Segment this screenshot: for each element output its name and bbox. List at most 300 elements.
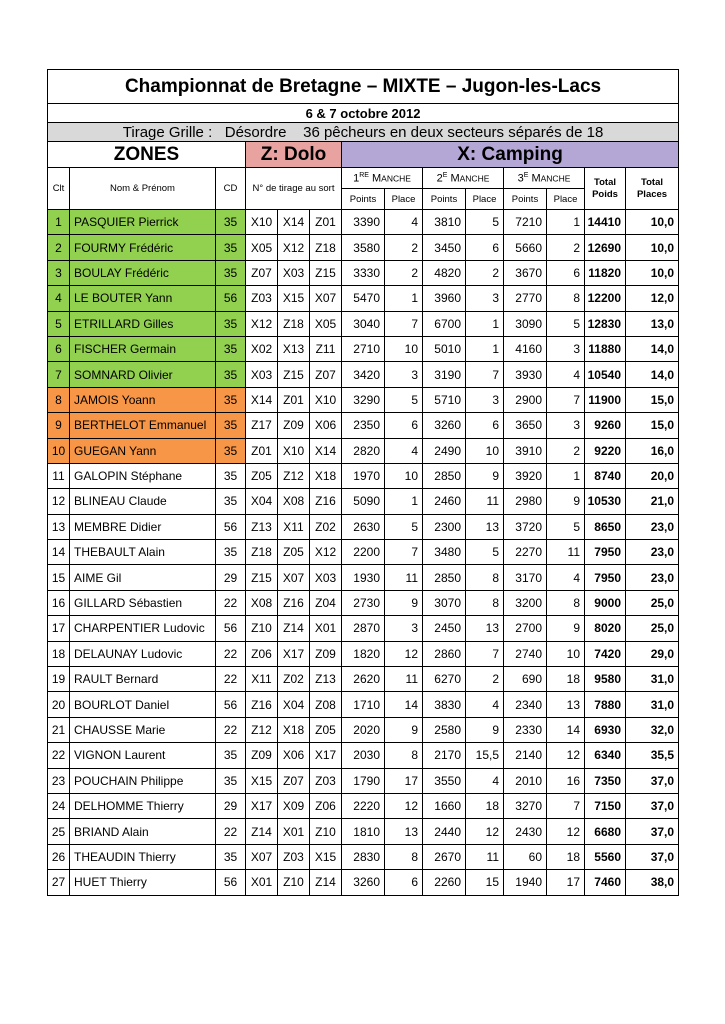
rank-cell: 8 — [48, 387, 70, 412]
table-row — [48, 793, 679, 818]
place-2-cell: 1 — [466, 336, 504, 361]
points-1-cell: 2830 — [342, 844, 385, 869]
col-header-manche-2: $2^E$ MANCHE — [423, 168, 504, 189]
points-2-cell: 4820 — [423, 260, 466, 285]
place-2-cell: 15,5 — [466, 743, 504, 768]
cd-cell: 35 — [216, 311, 246, 336]
points-2-cell: 3190 — [423, 362, 466, 387]
points-3-cell: 3650 — [504, 413, 547, 438]
table-row — [48, 387, 679, 412]
col-header-place-2: Place — [466, 189, 504, 210]
points-2-cell: 3830 — [423, 692, 466, 717]
table-row — [48, 413, 679, 438]
draw-3-cell: Z02 — [310, 514, 342, 539]
place-2-cell: 3 — [466, 387, 504, 412]
points-2-cell: 3550 — [423, 768, 466, 793]
points-2-cell: 2850 — [423, 463, 466, 488]
total-places-cell: 23,0 — [626, 514, 679, 539]
points-2-cell: 3480 — [423, 540, 466, 565]
points-2-cell: 2460 — [423, 489, 466, 514]
points-2-cell: 1660 — [423, 793, 466, 818]
rank-cell: 22 — [48, 743, 70, 768]
draw-1-cell: Z15 — [246, 565, 278, 590]
draw-2-cell: X13 — [278, 336, 310, 361]
points-1-cell: 2730 — [342, 590, 385, 615]
draw-3-cell: X15 — [310, 844, 342, 869]
name-cell: FISCHER Germain — [70, 336, 216, 361]
name-cell: ETRILLARD Gilles — [70, 311, 216, 336]
rank-cell: 25 — [48, 819, 70, 844]
place-3-cell: 1 — [547, 463, 585, 488]
points-3-cell: 2140 — [504, 743, 547, 768]
name-cell: BLINEAU Claude — [70, 489, 216, 514]
total-places-cell: 14,0 — [626, 336, 679, 361]
draw-1-cell: X14 — [246, 387, 278, 412]
cd-cell: 35 — [216, 235, 246, 260]
cd-cell: 35 — [216, 362, 246, 387]
place-1-cell: 4 — [385, 438, 423, 463]
draw-3-cell: Z04 — [310, 590, 342, 615]
draw-3-cell: Z13 — [310, 667, 342, 692]
name-cell: BRIAND Alain — [70, 819, 216, 844]
draw-3-cell: X12 — [310, 540, 342, 565]
table-row — [48, 210, 679, 235]
total-poids-cell: 12200 — [585, 286, 626, 311]
points-2-cell: 2300 — [423, 514, 466, 539]
name-cell: THEBAULT Alain — [70, 540, 216, 565]
place-2-cell: 8 — [466, 590, 504, 615]
draw-2-cell: X17 — [278, 641, 310, 666]
cd-cell: 56 — [216, 286, 246, 311]
draw-2-cell: X09 — [278, 793, 310, 818]
draw-2-cell: X01 — [278, 819, 310, 844]
rank-cell: 1 — [48, 210, 70, 235]
draw-1-cell: X12 — [246, 311, 278, 336]
rank-cell: 15 — [48, 565, 70, 590]
cd-cell: 35 — [216, 260, 246, 285]
total-poids-cell: 7950 — [585, 540, 626, 565]
results-sheet — [47, 69, 678, 896]
total-places-cell: 25,0 — [626, 590, 679, 615]
total-places-cell: 31,0 — [626, 667, 679, 692]
draw-2-cell: X11 — [278, 514, 310, 539]
draw-1-cell: X07 — [246, 844, 278, 869]
table-row — [48, 463, 679, 488]
rank-cell: 9 — [48, 413, 70, 438]
total-poids-cell: 6930 — [585, 717, 626, 742]
place-1-cell: 1 — [385, 286, 423, 311]
points-1-cell: 5470 — [342, 286, 385, 311]
place-3-cell: 1 — [547, 210, 585, 235]
place-2-cell: 1 — [466, 311, 504, 336]
points-1-cell: 3420 — [342, 362, 385, 387]
draw-1-cell: Z10 — [246, 616, 278, 641]
name-cell: LE BOUTER Yann — [70, 286, 216, 311]
place-1-cell: 1 — [385, 489, 423, 514]
draw-2-cell: Z01 — [278, 387, 310, 412]
total-places-cell: 21,0 — [626, 489, 679, 514]
rank-cell: 7 — [48, 362, 70, 387]
points-2-cell: 2440 — [423, 819, 466, 844]
rank-cell: 2 — [48, 235, 70, 260]
draw-2-cell: Z07 — [278, 768, 310, 793]
points-3-cell: 3170 — [504, 565, 547, 590]
total-poids-cell: 8020 — [585, 616, 626, 641]
place-2-cell: 11 — [466, 489, 504, 514]
cd-cell: 56 — [216, 870, 246, 895]
points-3-cell: 2740 — [504, 641, 547, 666]
name-cell: AIME Gil — [70, 565, 216, 590]
place-1-cell: 9 — [385, 717, 423, 742]
rank-cell: 26 — [48, 844, 70, 869]
draw-3-cell: Z01 — [310, 210, 342, 235]
points-2-cell: 3960 — [423, 286, 466, 311]
draw-1-cell: Z01 — [246, 438, 278, 463]
points-1-cell: 2020 — [342, 717, 385, 742]
col-header-points-2: Points — [423, 189, 466, 210]
cd-cell: 35 — [216, 336, 246, 361]
rank-cell: 16 — [48, 590, 70, 615]
draw-3-cell: Z06 — [310, 793, 342, 818]
place-2-cell: 8 — [466, 565, 504, 590]
place-3-cell: 7 — [547, 387, 585, 412]
place-1-cell: 11 — [385, 667, 423, 692]
draw-3-cell: X06 — [310, 413, 342, 438]
draw-3-cell: X10 — [310, 387, 342, 412]
name-cell: DELHOMME Thierry — [70, 793, 216, 818]
name-cell: DELAUNAY Ludovic — [70, 641, 216, 666]
points-1-cell: 2220 — [342, 793, 385, 818]
place-2-cell: 4 — [466, 692, 504, 717]
table-row — [48, 667, 679, 692]
place-1-cell: 3 — [385, 616, 423, 641]
total-poids-cell: 7420 — [585, 641, 626, 666]
draw-3-cell: X14 — [310, 438, 342, 463]
draw-1-cell: Z17 — [246, 413, 278, 438]
results-table — [47, 69, 679, 896]
table-row — [48, 565, 679, 590]
place-2-cell: 2 — [466, 667, 504, 692]
points-3-cell: 3910 — [504, 438, 547, 463]
name-cell: SOMNARD Olivier — [70, 362, 216, 387]
name-cell: POUCHAIN Philippe — [70, 768, 216, 793]
draw-3-cell: Z16 — [310, 489, 342, 514]
table-row — [48, 692, 679, 717]
place-1-cell: 4 — [385, 210, 423, 235]
points-1-cell: 1820 — [342, 641, 385, 666]
cd-cell: 35 — [216, 210, 246, 235]
rank-cell: 19 — [48, 667, 70, 692]
points-1-cell: 2870 — [342, 616, 385, 641]
total-poids-cell: 10530 — [585, 489, 626, 514]
cd-cell: 35 — [216, 387, 246, 412]
table-row — [48, 870, 679, 895]
cd-cell: 29 — [216, 565, 246, 590]
col-header-cd: CD — [216, 168, 246, 210]
points-1-cell: 1930 — [342, 565, 385, 590]
name-cell: FOURMY Frédéric — [70, 235, 216, 260]
points-3-cell: 2900 — [504, 387, 547, 412]
place-2-cell: 7 — [466, 641, 504, 666]
points-1-cell: 2030 — [342, 743, 385, 768]
rank-cell: 23 — [48, 768, 70, 793]
draw-3-cell: Z03 — [310, 768, 342, 793]
points-2-cell: 2450 — [423, 616, 466, 641]
points-2-cell: 2580 — [423, 717, 466, 742]
points-2-cell: 2860 — [423, 641, 466, 666]
draw-3-cell: X17 — [310, 743, 342, 768]
table-row — [48, 768, 679, 793]
total-places-cell: 13,0 — [626, 311, 679, 336]
rank-cell: 24 — [48, 793, 70, 818]
table-row — [48, 514, 679, 539]
draw-1-cell: X11 — [246, 667, 278, 692]
col-header-points-1: Points — [342, 189, 385, 210]
table-row — [48, 844, 679, 869]
total-poids-cell: 12830 — [585, 311, 626, 336]
rank-cell: 6 — [48, 336, 70, 361]
draw-1-cell: Z09 — [246, 743, 278, 768]
rank-cell: 21 — [48, 717, 70, 742]
total-poids-cell: 14410 — [585, 210, 626, 235]
total-poids-cell: 6340 — [585, 743, 626, 768]
cd-cell: 35 — [216, 463, 246, 488]
total-places-cell: 37,0 — [626, 768, 679, 793]
draw-1-cell: Z13 — [246, 514, 278, 539]
total-poids-cell: 7880 — [585, 692, 626, 717]
place-3-cell: 2 — [547, 438, 585, 463]
total-places-cell: 16,0 — [626, 438, 679, 463]
total-poids-cell: 8740 — [585, 463, 626, 488]
place-1-cell: 7 — [385, 311, 423, 336]
place-3-cell: 18 — [547, 844, 585, 869]
place-3-cell: 3 — [547, 336, 585, 361]
total-poids-cell: 11880 — [585, 336, 626, 361]
rank-cell: 4 — [48, 286, 70, 311]
total-places-cell: 10,0 — [626, 260, 679, 285]
place-1-cell: 2 — [385, 260, 423, 285]
place-3-cell: 2 — [547, 235, 585, 260]
name-cell: BOULAY Frédéric — [70, 260, 216, 285]
place-1-cell: 7 — [385, 540, 423, 565]
draw-2-cell: X18 — [278, 717, 310, 742]
place-2-cell: 5 — [466, 210, 504, 235]
draw-1-cell: Z05 — [246, 463, 278, 488]
total-places-cell: 37,0 — [626, 793, 679, 818]
draw-2-cell: X03 — [278, 260, 310, 285]
cd-cell: 22 — [216, 819, 246, 844]
total-places-cell: 32,0 — [626, 717, 679, 742]
place-1-cell: 6 — [385, 413, 423, 438]
total-places-cell: 29,0 — [626, 641, 679, 666]
points-3-cell: 2010 — [504, 768, 547, 793]
points-1-cell: 2630 — [342, 514, 385, 539]
points-1-cell: 3290 — [342, 387, 385, 412]
points-1-cell: 3330 — [342, 260, 385, 285]
place-3-cell: 5 — [547, 311, 585, 336]
cd-cell: 22 — [216, 717, 246, 742]
table-row — [48, 489, 679, 514]
cd-cell: 56 — [216, 514, 246, 539]
points-1-cell: 2350 — [342, 413, 385, 438]
place-3-cell: 10 — [547, 641, 585, 666]
draw-3-cell: X03 — [310, 565, 342, 590]
points-3-cell: 2980 — [504, 489, 547, 514]
place-3-cell: 9 — [547, 616, 585, 641]
draw-1-cell: X02 — [246, 336, 278, 361]
table-row — [48, 641, 679, 666]
draw-3-cell: Z11 — [310, 336, 342, 361]
total-poids-cell: 10540 — [585, 362, 626, 387]
points-2-cell: 5710 — [423, 387, 466, 412]
points-1-cell: 1710 — [342, 692, 385, 717]
draw-2-cell: X08 — [278, 489, 310, 514]
table-row — [48, 819, 679, 844]
points-3-cell: 3920 — [504, 463, 547, 488]
rank-cell: 3 — [48, 260, 70, 285]
cd-cell: 56 — [216, 616, 246, 641]
points-2-cell: 2260 — [423, 870, 466, 895]
col-header-manche-3: $3^E$ MANCHE — [504, 168, 585, 189]
points-1-cell: 1970 — [342, 463, 385, 488]
cd-cell: 56 — [216, 692, 246, 717]
place-1-cell: 8 — [385, 743, 423, 768]
points-1-cell: 1810 — [342, 819, 385, 844]
place-1-cell: 13 — [385, 819, 423, 844]
draw-3-cell: Z15 — [310, 260, 342, 285]
name-cell: BOURLOT Daniel — [70, 692, 216, 717]
cd-cell: 35 — [216, 438, 246, 463]
name-cell: JAMOIS Yoann — [70, 387, 216, 412]
draw-1-cell: Z03 — [246, 286, 278, 311]
table-row — [48, 616, 679, 641]
place-3-cell: 18 — [547, 667, 585, 692]
place-3-cell: 4 — [547, 565, 585, 590]
table-row — [48, 540, 679, 565]
points-1-cell: 3580 — [342, 235, 385, 260]
place-2-cell: 6 — [466, 413, 504, 438]
total-places-cell: 31,0 — [626, 692, 679, 717]
points-3-cell: 3090 — [504, 311, 547, 336]
draw-3-cell: Z18 — [310, 235, 342, 260]
rank-cell: 27 — [48, 870, 70, 895]
place-1-cell: 11 — [385, 565, 423, 590]
place-3-cell: 9 — [547, 489, 585, 514]
draw-1-cell: Z12 — [246, 717, 278, 742]
total-poids-cell: 7460 — [585, 870, 626, 895]
event-date: 6 & 7 octobre 2012 — [48, 104, 679, 123]
draw-1-cell: X15 — [246, 768, 278, 793]
draw-2-cell: X04 — [278, 692, 310, 717]
points-2-cell: 3260 — [423, 413, 466, 438]
table-row — [48, 362, 679, 387]
name-cell: VIGNON Laurent — [70, 743, 216, 768]
place-3-cell: 12 — [547, 743, 585, 768]
points-3-cell: 2270 — [504, 540, 547, 565]
place-2-cell: 18 — [466, 793, 504, 818]
points-2-cell: 6270 — [423, 667, 466, 692]
draw-1-cell: X04 — [246, 489, 278, 514]
col-header-draw: N° de tirage au sort — [246, 168, 342, 210]
draw-2-cell: Z10 — [278, 870, 310, 895]
rank-cell: 11 — [48, 463, 70, 488]
draw-3-cell: Z08 — [310, 692, 342, 717]
place-2-cell: 3 — [466, 286, 504, 311]
cd-cell: 22 — [216, 667, 246, 692]
col-header-total-places: Total Places — [626, 168, 679, 210]
total-poids-cell: 6680 — [585, 819, 626, 844]
total-poids-cell: 9260 — [585, 413, 626, 438]
place-2-cell: 5 — [466, 540, 504, 565]
points-3-cell: 2770 — [504, 286, 547, 311]
place-3-cell: 8 — [547, 590, 585, 615]
name-cell: GUEGAN Yann — [70, 438, 216, 463]
table-row — [48, 743, 679, 768]
draw-1-cell: Z14 — [246, 819, 278, 844]
zone-camping-label: X: Camping — [342, 142, 679, 168]
total-places-cell: 12,0 — [626, 286, 679, 311]
total-poids-cell: 12690 — [585, 235, 626, 260]
points-2-cell: 3810 — [423, 210, 466, 235]
draw-2-cell: Z05 — [278, 540, 310, 565]
place-1-cell: 5 — [385, 387, 423, 412]
total-places-cell: 25,0 — [626, 616, 679, 641]
cd-cell: 22 — [216, 641, 246, 666]
place-3-cell: 11 — [547, 540, 585, 565]
zones-label: ZONES — [48, 142, 246, 168]
points-3-cell: 690 — [504, 667, 547, 692]
place-1-cell: 10 — [385, 336, 423, 361]
place-1-cell: 10 — [385, 463, 423, 488]
total-places-cell: 35,5 — [626, 743, 679, 768]
rank-cell: 14 — [48, 540, 70, 565]
place-2-cell: 13 — [466, 616, 504, 641]
total-places-cell: 10,0 — [626, 235, 679, 260]
cd-cell: 35 — [216, 743, 246, 768]
name-cell: BERTHELOT Emmanuel — [70, 413, 216, 438]
rank-cell: 13 — [48, 514, 70, 539]
total-places-cell: 15,0 — [626, 387, 679, 412]
name-cell: GILLARD Sébastien — [70, 590, 216, 615]
points-3-cell: 3270 — [504, 793, 547, 818]
name-cell: CHAUSSE Marie — [70, 717, 216, 742]
total-poids-cell: 8650 — [585, 514, 626, 539]
points-3-cell: 2340 — [504, 692, 547, 717]
place-2-cell: 15 — [466, 870, 504, 895]
points-2-cell: 5010 — [423, 336, 466, 361]
draw-3-cell: X01 — [310, 616, 342, 641]
name-cell: PASQUIER Pierrick — [70, 210, 216, 235]
draw-1-cell: X10 — [246, 210, 278, 235]
place-2-cell: 12 — [466, 819, 504, 844]
total-poids-cell: 11900 — [585, 387, 626, 412]
total-poids-cell: 5560 — [585, 844, 626, 869]
place-1-cell: 5 — [385, 514, 423, 539]
points-2-cell: 3070 — [423, 590, 466, 615]
points-1-cell: 1790 — [342, 768, 385, 793]
place-1-cell: 8 — [385, 844, 423, 869]
points-3-cell: 5660 — [504, 235, 547, 260]
draw-2-cell: Z02 — [278, 667, 310, 692]
col-header-place-3: Place — [547, 189, 585, 210]
draw-2-cell: X07 — [278, 565, 310, 590]
cd-cell: 29 — [216, 793, 246, 818]
points-3-cell: 2700 — [504, 616, 547, 641]
table-row — [48, 590, 679, 615]
draw-2-cell: Z18 — [278, 311, 310, 336]
place-3-cell: 16 — [547, 768, 585, 793]
place-1-cell: 14 — [385, 692, 423, 717]
